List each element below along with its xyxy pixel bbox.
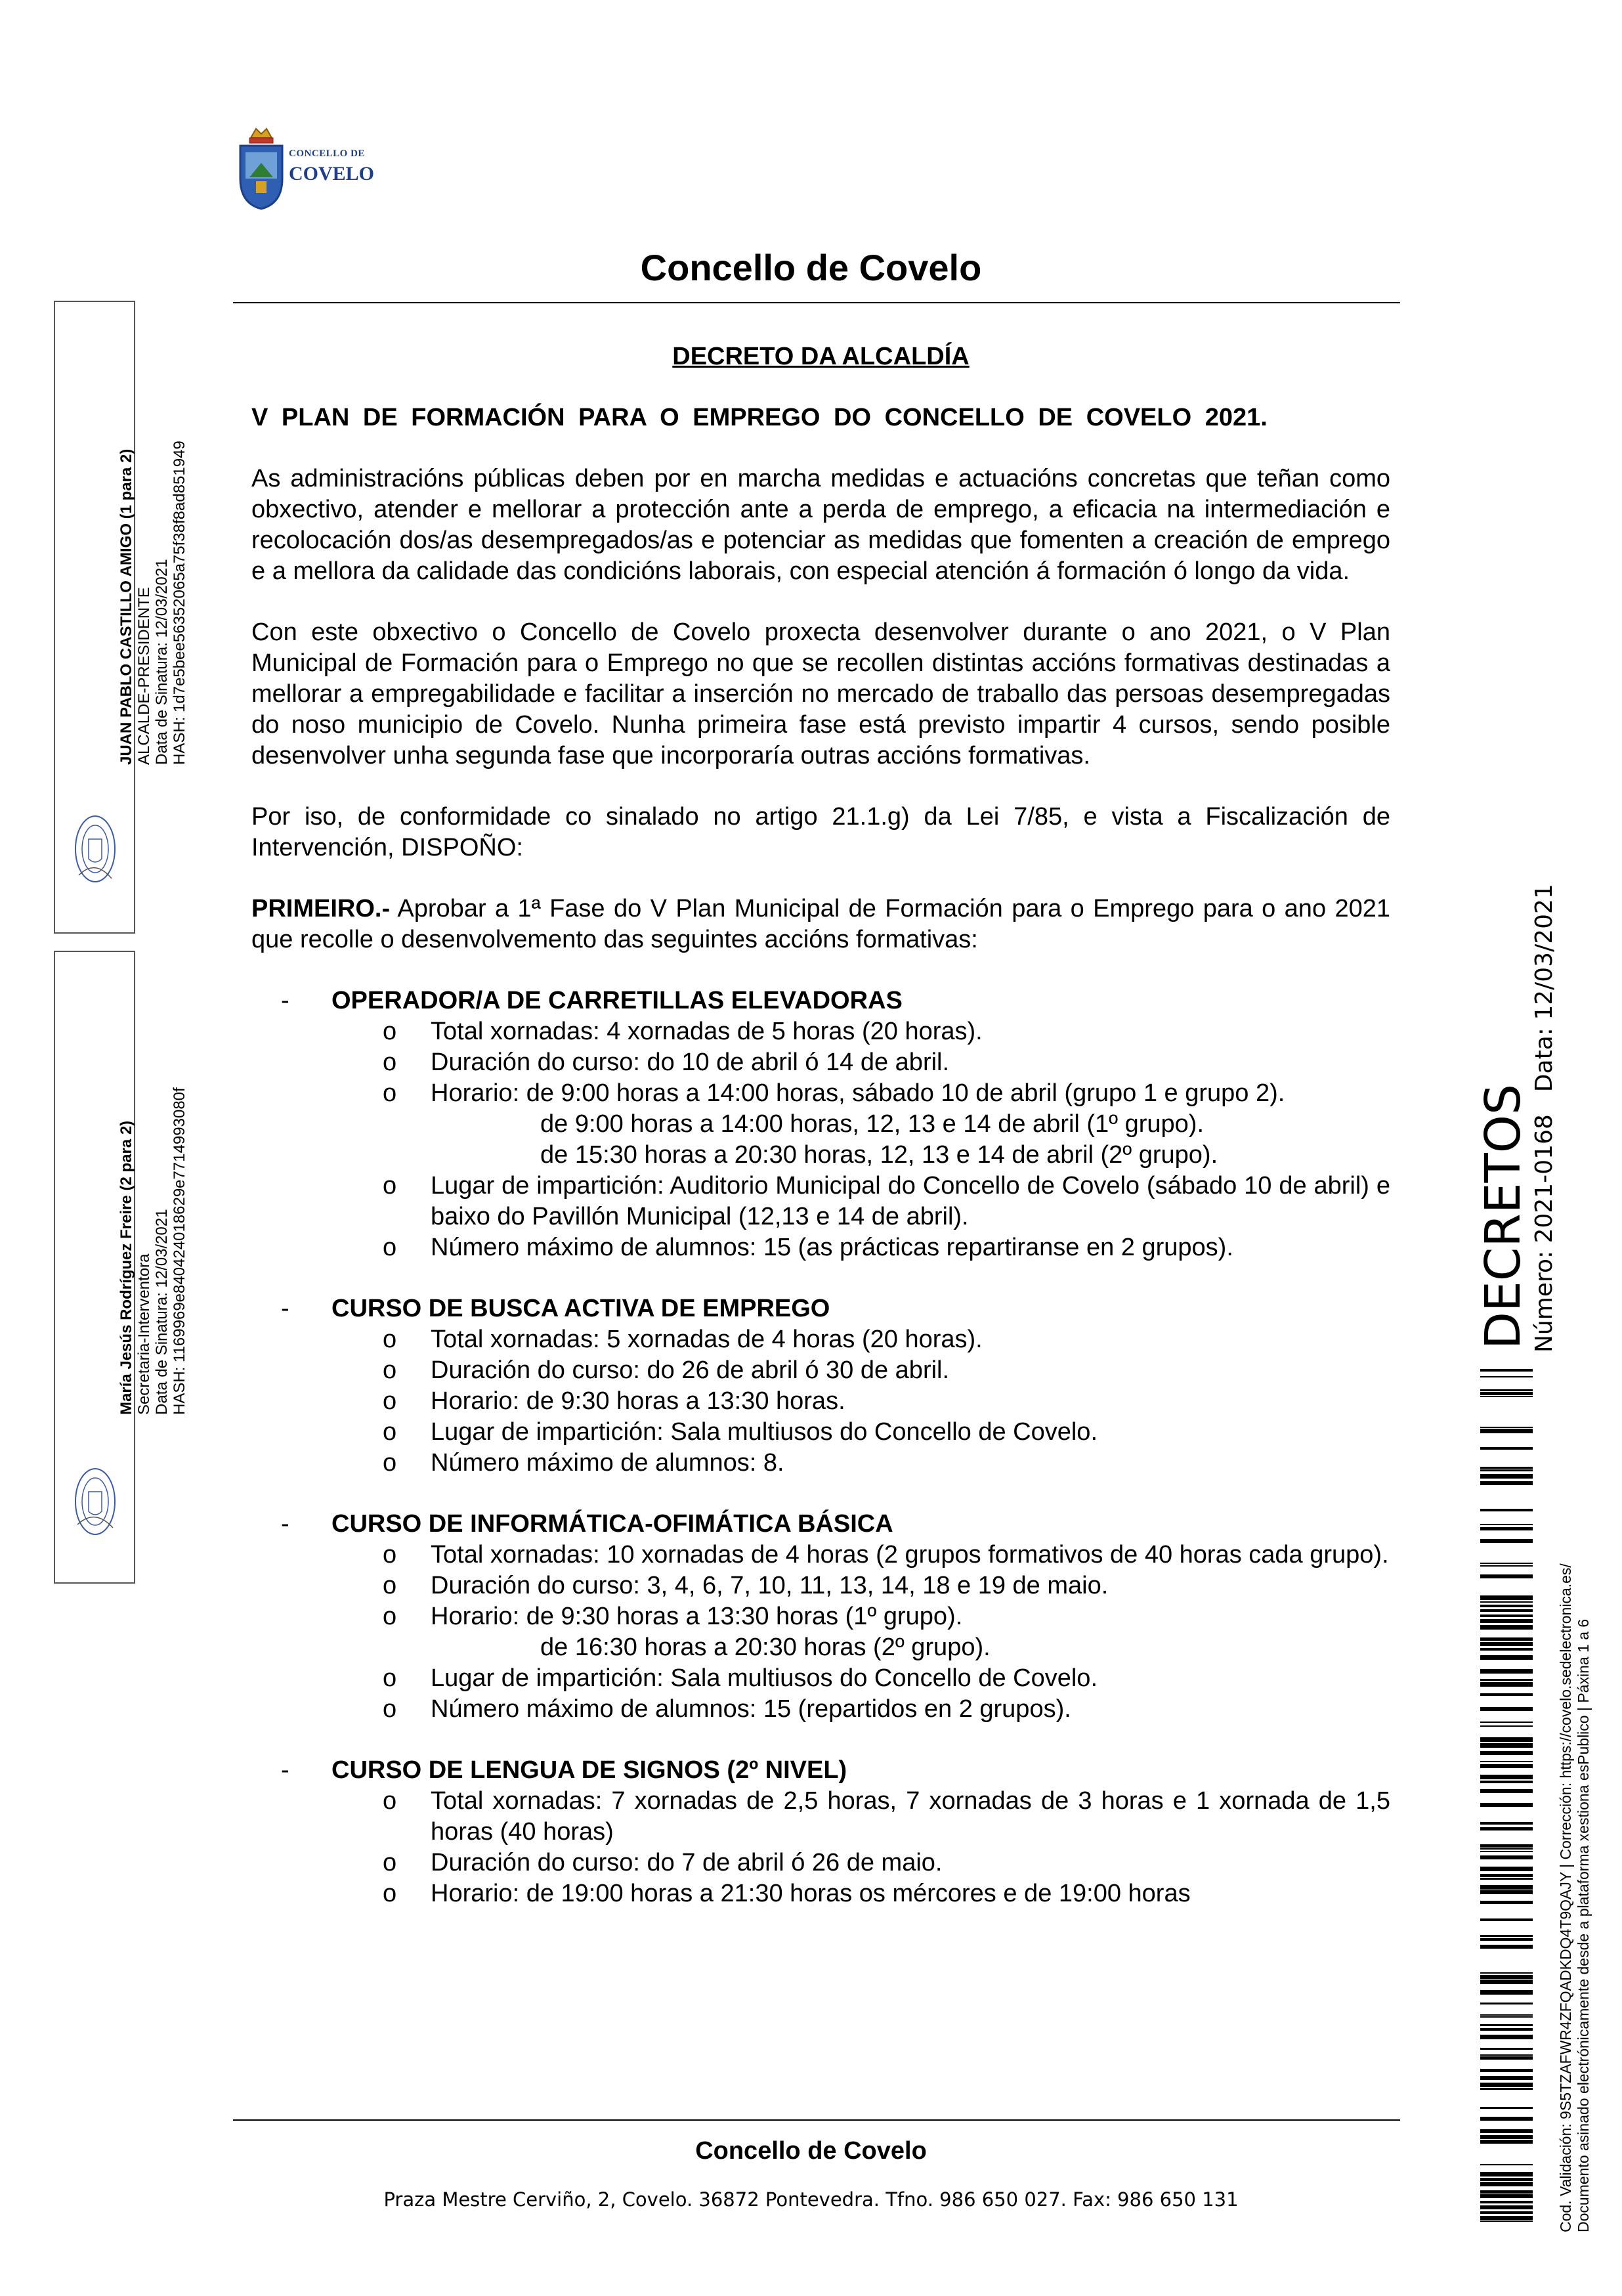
validation-line: Cod. Validación: 9S5TZAFWR4ZFQADKDQ4T9QAJY | Corrección: https://covelo.sedelectronica.es/	[1557, 1563, 1574, 2232]
decree-number: Número: 2021-0168	[1531, 1114, 1558, 1353]
schedule-continuation: de 9:00 horas a 14:00 horas, 12, 13 e 14 de abril (1º grupo).	[540, 1110, 1205, 1138]
course-item: - CURSO DE INFORMÁTICA-OFIMÁTICA BÁSICA	[251, 1509, 1390, 1540]
concello-logo	[236, 126, 384, 211]
course-title: OPERADOR/A DE CARRETILLAS ELEVADORAS	[331, 987, 903, 1014]
paragraph-1: As administracións públicas deben por en marcha medidas e actuacións concretas que teñan como obxectivo, atender e mellorar a protección ante a perda de emprego, a eficacia na intermediación e recolocación dos/as desempregados/as e potenciar as medidas que fomenten a creación de emprego e a mellora da calidade das condicións laborais, con especial atención á formación ó longo da vida.	[251, 465, 1390, 585]
page-title: Concello de Covelo	[640, 247, 982, 288]
header-divider	[233, 302, 1400, 303]
validation-line: Documento asinado electrónicamente desde a plataforma xestiona esPublico | Páxina 1 a 6	[1575, 1618, 1592, 2232]
course-detail: o Horario: de 9:30 horas a 13:30 horas (1º grupo).	[383, 1603, 963, 1630]
course-title: CURSO DE INFORMÁTICA-OFIMÁTICA BÁSICA	[331, 1510, 893, 1538]
course-item: - CURSO DE LENGUA DE SIGNOS (2º NIVEL)	[251, 1755, 1390, 1786]
course-detail: o Número máximo de alumnos: 8.	[383, 1449, 784, 1477]
footer-title: Concello de Covelo	[695, 2137, 927, 2165]
signature-box-1	[54, 301, 188, 934]
course-detail: o Lugar de impartición: Sala multiusos do Concello de Covelo.	[383, 1418, 1098, 1446]
logo-text-covelo: COVELO	[289, 163, 375, 184]
course-detail: o Lugar de impartición: Auditorio Municipal do Concello de Covelo (sábado 10 de abril) e baixo do Pavillón Municipal (12,13 e 14 de abril).	[383, 1172, 1390, 1230]
schedule-continuation: de 15:30 horas a 20:30 horas, 12, 13 e 14 de abril (2º grupo).	[540, 1141, 1218, 1169]
paragraph-2: Con este obxectivo o Concello de Covelo proxecta desenvolver durante o ano 2021, o V Plan Municipal de Formación para o Emprego no que se recollen distintas accións formativas destinadas a mellorar a empregabilidade e facilitar a inserción no mercado de traballo das persoas desempregadas do noso municipio de Covelo. Nunha primeira fase está previsto impartir 4 cursos, sendo posible desenvolver unha segunda fase que incorporaría outras accións formativas.	[251, 618, 1390, 769]
signature-date: Data de Sinatura: 12/03/2021	[153, 1209, 171, 1415]
document-body	[251, 341, 1390, 1909]
validation-text	[1557, 1563, 1592, 2232]
course-detail: o Total xornadas: 4 xornadas de 5 horas (20 horas).	[383, 1018, 983, 1045]
schedule-continuation: de 16:30 horas a 20:30 horas (2º grupo).	[540, 1634, 991, 1661]
signature-text-2	[117, 1087, 188, 1415]
footer-address: Praza Mestre Cerviño, 2, Covelo. 36872 Pontevedra. Tfno. 986 650 027. Fax: 986 650 131	[383, 2188, 1239, 2211]
course-detail: o Lugar de impartición: Sala multiusos do Concello de Covelo.	[383, 1664, 1098, 1692]
footer-divider	[233, 2119, 1400, 2121]
decree-heading: DECRETO DA ALCALDÍA	[672, 343, 970, 370]
signer-role: ALCALDE-PRESIDENTE	[135, 587, 153, 765]
course-detail: o Duración do curso: do 10 de abril ó 14 de abril.	[383, 1049, 950, 1076]
signer-role: Secretaria-Interventora	[135, 1253, 153, 1415]
signature-hash: HASH: 1d7e5bee56352065a75f38f8ad851949	[171, 441, 188, 765]
course-detail: o Horario: de 19:00 horas a 21:30 horas os mércores e de 19:00 horas	[383, 1880, 1191, 1907]
course-title: CURSO DE BUSCA ACTIVA DE EMPREGO	[331, 1295, 830, 1322]
course-detail: o Total xornadas: 10 xornadas de 4 horas (2 grupos formativos de 40 horas cada grupo).	[383, 1541, 1389, 1569]
decree-date: Data: 12/03/2021	[1531, 884, 1558, 1093]
seal-icon	[72, 813, 118, 885]
signature-date: Data de Sinatura: 12/03/2021	[153, 559, 171, 765]
coat-of-arms-icon	[236, 126, 286, 211]
paragraph-3: Por iso, de conformidade co sinalado no artigo 21.1.g) da Lei 7/85, e vista a Fiscalización de Intervención, DISPOÑO:	[251, 803, 1390, 861]
course-title: CURSO DE LENGUA DE SIGNOS (2º NIVEL)	[331, 1756, 847, 1784]
course-detail: o Duración do curso: do 26 de abril ó 30 de abril.	[383, 1356, 950, 1384]
course-item: - CURSO DE BUSCA ACTIVA DE EMPREGO	[251, 1293, 1390, 1324]
signature-hash: HASH: 1169969e840424018629e7714993080f	[171, 1087, 188, 1415]
course-detail: o Número máximo de alumnos: 15 (as prácticas repartiranse en 2 grupos).	[383, 1234, 1233, 1261]
course-detail: o Total xornadas: 7 xornadas de 2,5 horas, 7 xornadas de 3 horas e 1 xornada de 1,5 horas (40 horas)	[383, 1787, 1390, 1846]
course-detail: o Duración do curso: do 7 de abril ó 26 de maio.	[383, 1849, 943, 1876]
logo-text-concello: CONCELLO DE	[289, 148, 365, 159]
plan-title: V PLAN DE FORMACIÓN PARA O EMPREGO DO CONCELLO DE COVELO 2021.	[251, 404, 1268, 431]
course-detail: o Número máximo de alumnos: 15 (repartidos en 2 grupos).	[383, 1695, 1071, 1723]
seal-icon	[72, 1465, 118, 1538]
barcode-icon	[1480, 1369, 1533, 2229]
decree-number-date	[1531, 884, 1558, 1353]
signature-text-1	[117, 441, 188, 765]
course-item: - OPERADOR/A DE CARRETILLAS ELEVADORAS	[251, 986, 1390, 1016]
primeiro-text: Aprobar a 1ª Fase do V Plan Municipal de Formación para o Emprego para o ano 2021 que recolle o desenvolvemento das seguintes accións formativas:	[251, 895, 1390, 953]
decretos-label: DECRETOS	[1475, 1083, 1531, 1349]
primeiro-paragraph	[251, 894, 1390, 955]
signer-name: María Jesús Rodríguez Freire (2 para 2)	[117, 1120, 135, 1415]
course-detail: o Duración do curso: 3, 4, 6, 7, 10, 11, 13, 14, 18 e 19 de maio.	[383, 1572, 1109, 1599]
primeiro-label: PRIMEIRO.-	[251, 895, 391, 922]
course-detail: o Total xornadas: 5 xornadas de 4 horas (20 horas).	[383, 1326, 983, 1353]
course-detail: o Horario: de 9:00 horas a 14:00 horas, sábado 10 de abril (grupo 1 e grupo 2).	[383, 1079, 1285, 1107]
course-detail: o Horario: de 9:30 horas a 13:30 horas.	[383, 1387, 845, 1415]
signature-box-2	[54, 951, 188, 1584]
signer-name: JUAN PABLO CASTILLO AMIGO (1 para 2)	[117, 448, 135, 765]
